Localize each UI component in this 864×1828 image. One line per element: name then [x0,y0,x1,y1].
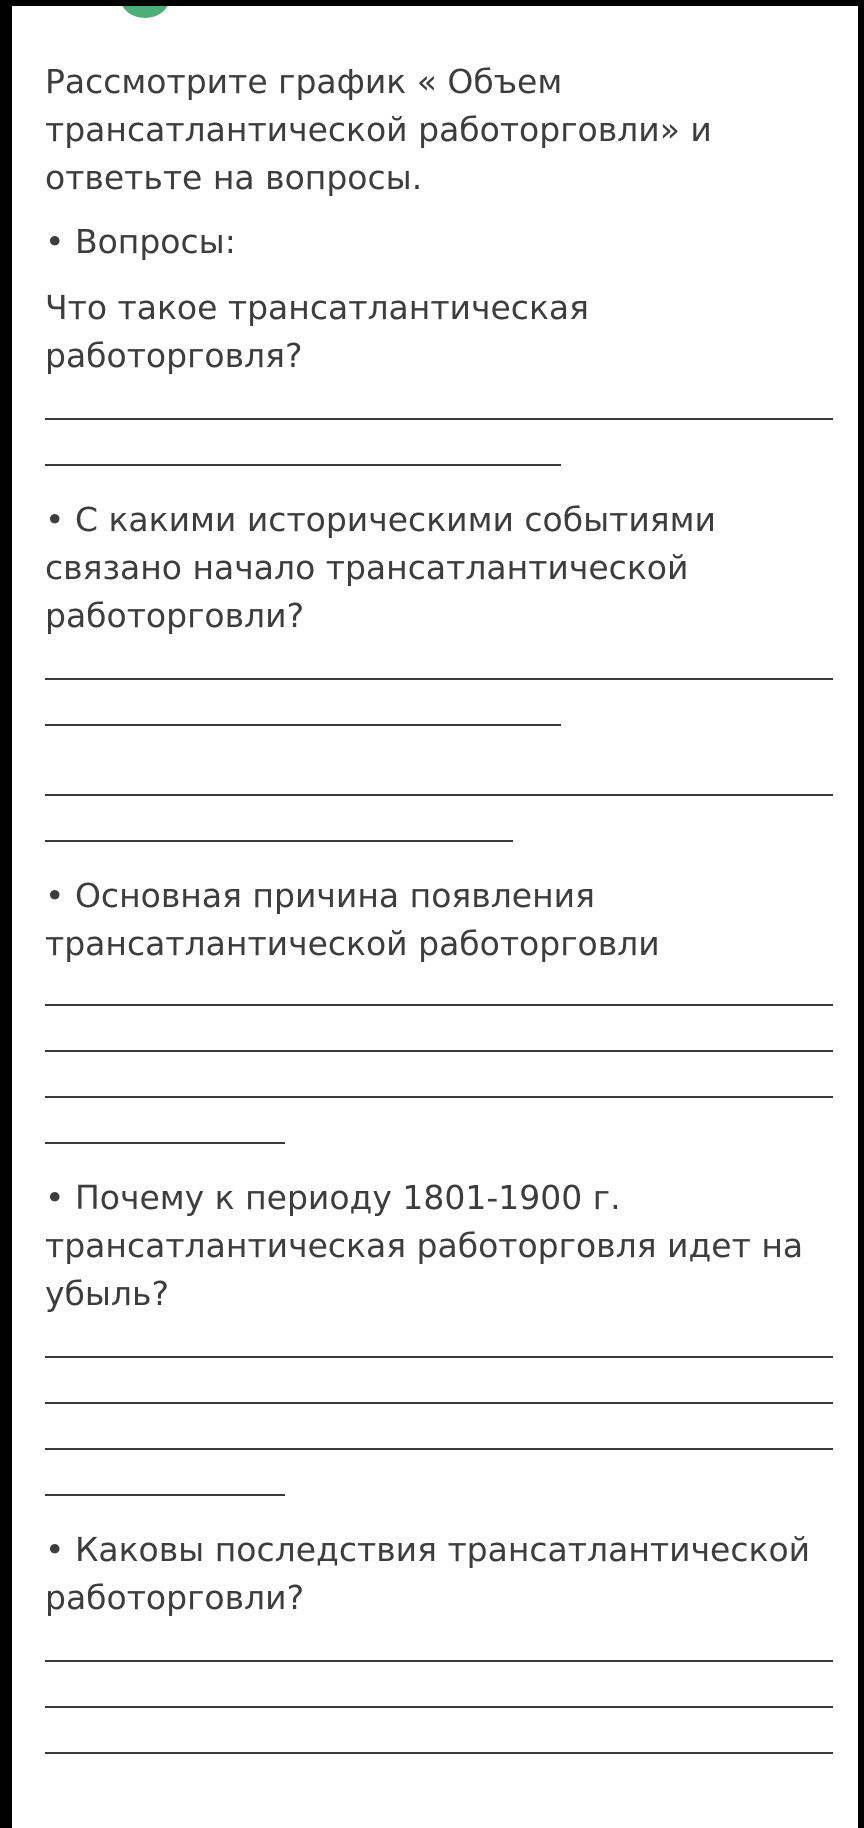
answer-line [45,1050,833,1052]
answer-lines-4 [45,1356,835,1496]
question-5: • Каковы последствия трансатлантической работорговли? [45,1530,811,1617]
question-3: • Основная причина появления трансатлантической работорговли [45,876,660,963]
answer-line [45,1706,833,1708]
answer-line [45,1096,833,1098]
answer-line [45,1402,833,1404]
answer-line [45,1004,833,1006]
answer-line [45,1356,833,1358]
answer-line [45,678,833,680]
answer-lines-1 [45,418,835,466]
question-2: • С какими историческими событиями связано начало трансатлантической работорговли? [45,500,717,635]
answer-lines-2 [45,678,835,842]
worksheet-content [45,58,835,1754]
question-1: Что такое трансатлантическая работорговля? [45,288,589,375]
questions-label: • Вопросы: [45,222,236,261]
avatar [120,6,170,18]
answer-line [45,1660,833,1662]
answer-line [45,1752,833,1754]
worksheet-page [12,6,858,1828]
intro-text: Рассмотрите график « Объем трансатлантической работорговли» и ответьте на вопросы. [45,62,712,197]
answer-line [45,724,561,726]
answer-line [45,794,833,796]
answer-lines-5 [45,1660,835,1754]
question-4: • Почему к периоду 1801-1900 г. трансатлантическая работорговля идет на убыль? [45,1178,804,1313]
answer-line [45,418,833,420]
answer-line [45,1448,833,1450]
answer-lines-3 [45,1004,835,1144]
